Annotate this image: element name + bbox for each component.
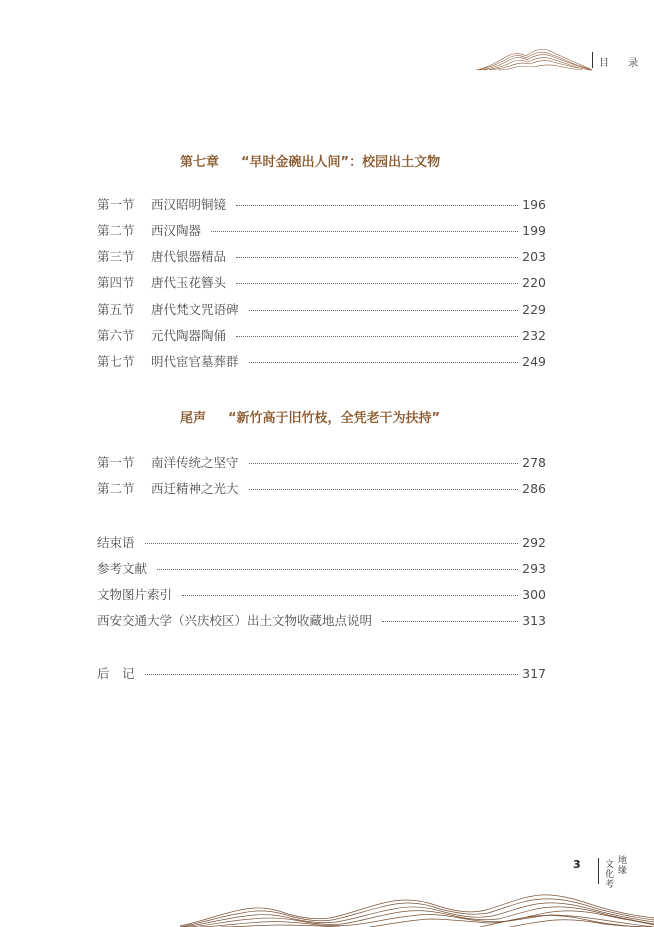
section-title: 唐代银器精品 bbox=[151, 249, 227, 264]
epilogue-title: “新竹高于旧竹枝，全凭老干为扶持” bbox=[228, 411, 441, 426]
page-number: 293 bbox=[522, 560, 546, 576]
section-label: 第二节 bbox=[97, 223, 135, 238]
toc-entry[interactable] bbox=[97, 611, 546, 629]
entry-title: 西安交通大学（兴庆校区）出土文物收藏地点说明 bbox=[97, 613, 373, 628]
section-title: 元代陶器陶俑 bbox=[151, 328, 227, 343]
section-label: 第一节 bbox=[97, 197, 135, 212]
toc-entry[interactable] bbox=[97, 533, 546, 551]
entry-title: 结束语 bbox=[97, 535, 135, 550]
header-label: 目 录 bbox=[599, 58, 647, 69]
page-number-footer: 3 bbox=[573, 858, 581, 871]
section-label: 第三节 bbox=[97, 249, 135, 264]
toc-entry[interactable] bbox=[97, 195, 546, 213]
page-number: 292 bbox=[522, 534, 546, 550]
dot-leader bbox=[236, 204, 518, 206]
section-title: 西迁精神之光大 bbox=[151, 481, 239, 496]
section-title: 明代宦官墓葬群 bbox=[151, 354, 239, 369]
page-number: 278 bbox=[522, 454, 546, 470]
dot-leader bbox=[182, 594, 518, 596]
toc-entry[interactable] bbox=[97, 352, 546, 370]
toc-entry[interactable] bbox=[97, 664, 546, 682]
page-number: 196 bbox=[522, 196, 546, 212]
toc-entry[interactable] bbox=[97, 273, 546, 291]
series-title-col1: 文化考 bbox=[605, 860, 615, 890]
toc-entry[interactable] bbox=[97, 453, 546, 471]
toc-entry[interactable] bbox=[97, 300, 546, 318]
entry-title: 参考文献 bbox=[97, 561, 148, 576]
toc-entry[interactable] bbox=[97, 221, 546, 239]
entry-title: 文物图片索引 bbox=[97, 587, 173, 602]
section-title: 唐代梵文咒语碑 bbox=[151, 302, 239, 317]
toc-entry[interactable] bbox=[97, 479, 546, 497]
chapter-number: 第七章 bbox=[180, 155, 220, 170]
page-number: 249 bbox=[522, 353, 546, 369]
dot-leader bbox=[236, 282, 518, 284]
page-number: 232 bbox=[522, 327, 546, 343]
page-number: 286 bbox=[522, 480, 546, 496]
section-label: 第六节 bbox=[97, 328, 135, 343]
dot-leader bbox=[145, 542, 519, 544]
dot-leader bbox=[236, 256, 518, 258]
dot-leader bbox=[236, 335, 518, 337]
dot-leader bbox=[145, 673, 519, 675]
section-label: 第四节 bbox=[97, 275, 135, 290]
section-label: 第七节 bbox=[97, 354, 135, 369]
section-label: 第一节 bbox=[97, 455, 135, 470]
page-number: 300 bbox=[522, 586, 546, 602]
epilogue-heading bbox=[180, 407, 440, 426]
dot-leader bbox=[249, 361, 519, 363]
dot-leader bbox=[249, 309, 519, 311]
header-divider bbox=[592, 52, 593, 68]
page-number: 229 bbox=[522, 301, 546, 317]
dot-leader bbox=[211, 230, 518, 232]
section-label: 第二节 bbox=[97, 481, 135, 496]
footer-mountain-ornament bbox=[180, 892, 654, 927]
page-number: 313 bbox=[522, 612, 546, 628]
chapter-title: “早时金碗出人间”：校园出土文物 bbox=[241, 155, 441, 170]
dot-leader bbox=[157, 568, 518, 570]
dot-leader bbox=[249, 488, 519, 490]
dot-leader bbox=[249, 462, 519, 464]
section-title: 唐代玉花簪头 bbox=[151, 275, 227, 290]
page-number: 317 bbox=[522, 665, 546, 681]
footer-divider bbox=[598, 858, 599, 884]
page-number: 203 bbox=[522, 248, 546, 264]
section-label: 第五节 bbox=[97, 302, 135, 317]
section-title: 西汉昭明铜镜 bbox=[151, 197, 227, 212]
series-title-col2: 地缘 bbox=[618, 856, 628, 876]
toc-entry[interactable] bbox=[97, 326, 546, 344]
page-number: 199 bbox=[522, 222, 546, 238]
toc-entry[interactable] bbox=[97, 585, 546, 603]
page-number: 220 bbox=[522, 274, 546, 290]
toc-entry[interactable] bbox=[97, 247, 546, 265]
entry-title: 后 记 bbox=[97, 666, 135, 681]
toc-entry[interactable] bbox=[97, 559, 546, 577]
section-title: 南洋传统之坚守 bbox=[151, 455, 239, 470]
dot-leader bbox=[382, 620, 518, 622]
chapter-heading bbox=[180, 151, 440, 170]
epilogue-label: 尾声 bbox=[180, 411, 207, 426]
section-title: 西汉陶器 bbox=[151, 223, 202, 238]
header-mountain-ornament bbox=[474, 44, 592, 72]
